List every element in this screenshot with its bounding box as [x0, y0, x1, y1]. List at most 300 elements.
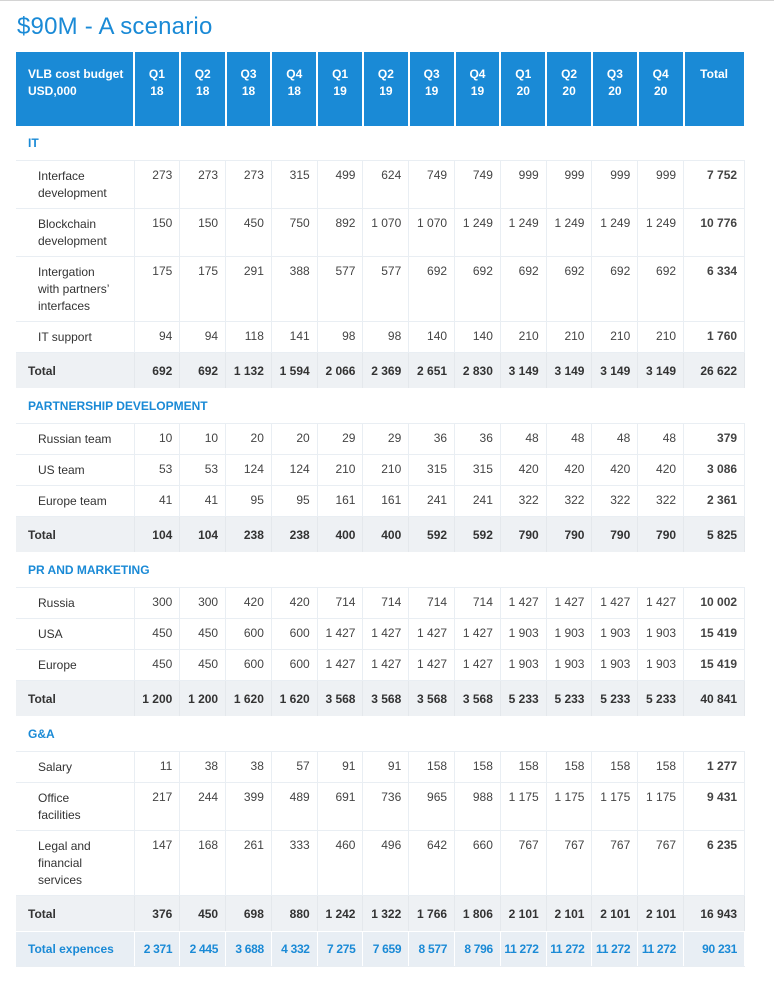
- section-total-value: 3 149: [500, 353, 546, 389]
- row-label: [16, 322, 134, 353]
- section-total-value: 2 101: [592, 896, 638, 932]
- section-total-value: 2 369: [363, 353, 409, 389]
- section-total-label: Total: [16, 896, 134, 932]
- value-cell: 624: [363, 161, 409, 209]
- row-label-line: with partners’: [38, 282, 110, 296]
- row-label: [16, 831, 134, 896]
- section-total-value: 2 101: [638, 896, 684, 932]
- section-total-value: 400: [317, 517, 363, 553]
- header-label-title: VLB cost budget: [28, 67, 124, 81]
- section-total-value: 5 233: [592, 681, 638, 717]
- row-label-line: Europe: [38, 658, 77, 672]
- row-label-line: Interface: [38, 169, 85, 183]
- header-quarter-cell: [455, 52, 501, 126]
- section-total-value: 3 149: [592, 353, 638, 389]
- section-total-value: 692: [180, 353, 226, 389]
- section-total-value: 5 233: [500, 681, 546, 717]
- value-cell: 20: [226, 424, 272, 455]
- row-label-line: IT support: [38, 330, 92, 344]
- value-cell: 600: [226, 650, 272, 681]
- grand-total-value: 2 445: [180, 932, 226, 967]
- row-label-line: development: [38, 234, 107, 248]
- value-cell: 273: [226, 161, 272, 209]
- value-cell: 496: [363, 831, 409, 896]
- value-cell: 692: [409, 257, 455, 322]
- row-total-cell: 15 419: [684, 650, 745, 681]
- value-cell: 692: [592, 257, 638, 322]
- value-cell: 161: [317, 486, 363, 517]
- row-label-line: Russia: [38, 596, 75, 610]
- header-quarter: Q4: [286, 67, 303, 81]
- value-cell: 175: [180, 257, 226, 322]
- row-label: [16, 257, 134, 322]
- value-cell: 736: [363, 783, 409, 831]
- section-total-value: 1 620: [226, 681, 272, 717]
- header-year: 20: [608, 84, 622, 98]
- section-total-label: Total: [16, 681, 134, 717]
- value-cell: 315: [409, 455, 455, 486]
- value-cell: 399: [226, 783, 272, 831]
- section-total-value: 880: [271, 896, 317, 932]
- value-cell: 98: [363, 322, 409, 353]
- value-cell: 420: [226, 588, 272, 619]
- section-title: G&A: [16, 717, 745, 752]
- value-cell: 660: [455, 831, 501, 896]
- value-cell: 273: [180, 161, 226, 209]
- grand-total-value: 11 272: [638, 932, 684, 967]
- row-label: [16, 424, 134, 455]
- section-total-sum: 40 841: [684, 681, 745, 717]
- row-total-cell: 1 277: [684, 752, 745, 783]
- value-cell: 217: [134, 783, 180, 831]
- row-total-cell: 9 431: [684, 783, 745, 831]
- section-header-row: [16, 126, 745, 161]
- value-cell: 600: [271, 619, 317, 650]
- header-quarter: Q4: [469, 67, 486, 81]
- header-quarter-cell: [317, 52, 363, 126]
- section-total-value: 2 101: [500, 896, 546, 932]
- value-cell: 1 175: [592, 783, 638, 831]
- value-cell: 999: [546, 161, 592, 209]
- value-cell: 1 427: [363, 650, 409, 681]
- row-label-line: Intergation: [38, 265, 95, 279]
- section-total-value: 3 568: [317, 681, 363, 717]
- value-cell: 1 427: [546, 588, 592, 619]
- row-label: [16, 752, 134, 783]
- section-total-value: 698: [226, 896, 272, 932]
- value-cell: 1 903: [638, 619, 684, 650]
- value-cell: 210: [317, 455, 363, 486]
- section-total-value: 1 132: [226, 353, 272, 389]
- value-cell: 38: [226, 752, 272, 783]
- row-label: [16, 455, 134, 486]
- row-total-cell: 1 760: [684, 322, 745, 353]
- value-cell: 420: [592, 455, 638, 486]
- row-label-line: US team: [38, 463, 85, 477]
- value-cell: 94: [180, 322, 226, 353]
- header-quarter-cell: [638, 52, 684, 126]
- value-cell: 1 249: [638, 209, 684, 257]
- value-cell: 999: [638, 161, 684, 209]
- section-total-value: 376: [134, 896, 180, 932]
- table-row: [16, 424, 745, 455]
- value-cell: 315: [455, 455, 501, 486]
- value-cell: 261: [226, 831, 272, 896]
- value-cell: 420: [500, 455, 546, 486]
- section-total-sum: 5 825: [684, 517, 745, 553]
- row-total-cell: 3 086: [684, 455, 745, 486]
- header-quarter-cell: [226, 52, 272, 126]
- section-total-value: 790: [546, 517, 592, 553]
- value-cell: 168: [180, 831, 226, 896]
- section-title: PARTNERSHIP DEVELOPMENT: [16, 389, 745, 424]
- row-total-cell: 7 752: [684, 161, 745, 209]
- table-row: [16, 486, 745, 517]
- value-cell: 118: [226, 322, 272, 353]
- table-body: [16, 126, 745, 967]
- value-cell: 333: [271, 831, 317, 896]
- section-total-value: 1 620: [271, 681, 317, 717]
- header-year: 18: [150, 84, 164, 98]
- table-row: [16, 783, 745, 831]
- value-cell: 291: [226, 257, 272, 322]
- section-total-value: 592: [455, 517, 501, 553]
- value-cell: 300: [134, 588, 180, 619]
- value-cell: 150: [134, 209, 180, 257]
- value-cell: 158: [638, 752, 684, 783]
- value-cell: 450: [180, 619, 226, 650]
- value-cell: 147: [134, 831, 180, 896]
- value-cell: 692: [455, 257, 501, 322]
- value-cell: 36: [455, 424, 501, 455]
- value-cell: 750: [271, 209, 317, 257]
- grand-total-value: 11 272: [500, 932, 546, 967]
- value-cell: 767: [638, 831, 684, 896]
- value-cell: 158: [455, 752, 501, 783]
- section-total-value: 1 322: [363, 896, 409, 932]
- row-label-line: Legal and: [38, 839, 91, 853]
- value-cell: 767: [592, 831, 638, 896]
- value-cell: 1 070: [363, 209, 409, 257]
- header-quarter-cell: [134, 52, 180, 126]
- section-header-row: [16, 717, 745, 752]
- value-cell: 140: [409, 322, 455, 353]
- value-cell: 322: [546, 486, 592, 517]
- value-cell: 1 427: [317, 619, 363, 650]
- section-total-value: 592: [409, 517, 455, 553]
- value-cell: 11: [134, 752, 180, 783]
- value-cell: 1 427: [317, 650, 363, 681]
- section-total-row: [16, 681, 745, 717]
- section-header-row: [16, 389, 745, 424]
- value-cell: 91: [363, 752, 409, 783]
- grand-total-value: 2 371: [134, 932, 180, 967]
- row-label: [16, 161, 134, 209]
- value-cell: 94: [134, 322, 180, 353]
- value-cell: 1 903: [592, 619, 638, 650]
- header-quarter-cell: [409, 52, 455, 126]
- value-cell: 1 903: [546, 650, 592, 681]
- header-quarter-cell: [500, 52, 546, 126]
- value-cell: 988: [455, 783, 501, 831]
- value-cell: 420: [638, 455, 684, 486]
- page-title: $90M - A scenario: [17, 13, 213, 40]
- grand-total-value: 3 688: [226, 932, 272, 967]
- row-total-cell: 10 002: [684, 588, 745, 619]
- value-cell: 1 427: [409, 650, 455, 681]
- header-year: 18: [196, 84, 210, 98]
- value-cell: 29: [317, 424, 363, 455]
- value-cell: 210: [546, 322, 592, 353]
- row-label: [16, 588, 134, 619]
- row-total-cell: 2 361: [684, 486, 745, 517]
- value-cell: 600: [271, 650, 317, 681]
- section-total-sum: 16 943: [684, 896, 745, 932]
- value-cell: 1 175: [546, 783, 592, 831]
- value-cell: 29: [363, 424, 409, 455]
- value-cell: 161: [363, 486, 409, 517]
- header-year: 19: [425, 84, 439, 98]
- grand-total-label: Total expences: [16, 932, 134, 967]
- section-header-row: [16, 553, 745, 588]
- header-year: 18: [241, 84, 256, 98]
- grand-total-value: 7 659: [363, 932, 409, 967]
- value-cell: 48: [500, 424, 546, 455]
- row-total-cell: 6 334: [684, 257, 745, 322]
- row-label-line: USA: [38, 627, 63, 641]
- table-row: [16, 322, 745, 353]
- section-total-value: 238: [271, 517, 317, 553]
- section-total-value: 450: [180, 896, 226, 932]
- row-total-cell: 6 235: [684, 831, 745, 896]
- row-label-line: facilities: [38, 808, 81, 822]
- section-total-value: 2 066: [317, 353, 363, 389]
- value-cell: 48: [546, 424, 592, 455]
- value-cell: 210: [638, 322, 684, 353]
- value-cell: 892: [317, 209, 363, 257]
- table-row: [16, 588, 745, 619]
- value-cell: 642: [409, 831, 455, 896]
- header-total: Total: [684, 52, 745, 126]
- header-quarter-cell: [546, 52, 592, 126]
- value-cell: 1 903: [500, 650, 546, 681]
- value-cell: 600: [226, 619, 272, 650]
- value-cell: 38: [180, 752, 226, 783]
- header-year: 20: [562, 84, 576, 98]
- value-cell: 692: [546, 257, 592, 322]
- row-label: [16, 619, 134, 650]
- section-total-value: 238: [226, 517, 272, 553]
- table-row: [16, 831, 745, 896]
- value-cell: 692: [500, 257, 546, 322]
- table-row: [16, 619, 745, 650]
- section-total-value: 400: [363, 517, 409, 553]
- row-label-line: Russian team: [38, 432, 112, 446]
- header-quarter-cell: [592, 52, 638, 126]
- header-quarter-cell: [180, 52, 226, 126]
- row-total-cell: 10 776: [684, 209, 745, 257]
- value-cell: 300: [180, 588, 226, 619]
- row-label: [16, 209, 134, 257]
- value-cell: 388: [271, 257, 317, 322]
- section-title: PR AND MARKETING: [16, 553, 745, 588]
- row-label: [16, 650, 134, 681]
- section-title: IT: [16, 126, 745, 161]
- section-total-value: 3 568: [455, 681, 501, 717]
- value-cell: 20: [271, 424, 317, 455]
- row-label-line: interfaces: [38, 299, 91, 313]
- section-total-value: 5 233: [638, 681, 684, 717]
- header-quarter: Q3: [240, 67, 257, 81]
- row-total-cell: 15 419: [684, 619, 745, 650]
- section-total-value: 2 830: [455, 353, 501, 389]
- value-cell: 965: [409, 783, 455, 831]
- section-total-label: Total: [16, 353, 134, 389]
- header-quarter: Q3: [606, 67, 623, 81]
- section-total-value: 1 200: [134, 681, 180, 717]
- value-cell: 36: [409, 424, 455, 455]
- value-cell: 241: [409, 486, 455, 517]
- value-cell: 322: [638, 486, 684, 517]
- value-cell: 95: [226, 486, 272, 517]
- value-cell: 210: [592, 322, 638, 353]
- value-cell: 714: [409, 588, 455, 619]
- header-year: 19: [379, 84, 393, 98]
- value-cell: 1 175: [638, 783, 684, 831]
- value-cell: 1 249: [500, 209, 546, 257]
- value-cell: 489: [271, 783, 317, 831]
- section-total-value: 104: [134, 517, 180, 553]
- grand-total-value: 11 272: [546, 932, 592, 967]
- value-cell: 244: [180, 783, 226, 831]
- value-cell: 315: [271, 161, 317, 209]
- table-header-row: [16, 52, 745, 126]
- value-cell: 577: [317, 257, 363, 322]
- value-cell: 48: [638, 424, 684, 455]
- header-year: 20: [516, 84, 530, 98]
- value-cell: 41: [134, 486, 180, 517]
- section-total-value: 1 594: [271, 353, 317, 389]
- header-year: 19: [333, 84, 347, 98]
- section-total-row: [16, 517, 745, 553]
- value-cell: 450: [226, 209, 272, 257]
- value-cell: 158: [409, 752, 455, 783]
- top-divider: [0, 0, 774, 1]
- value-cell: 692: [638, 257, 684, 322]
- value-cell: 749: [455, 161, 501, 209]
- value-cell: 450: [134, 619, 180, 650]
- table-row: [16, 650, 745, 681]
- header-quarter: Q3: [423, 67, 440, 81]
- value-cell: 999: [500, 161, 546, 209]
- header-label-units: USD,000: [28, 84, 77, 98]
- value-cell: 322: [500, 486, 546, 517]
- budget-table: [16, 52, 746, 967]
- value-cell: 150: [180, 209, 226, 257]
- header-quarter: Q4: [652, 67, 669, 81]
- value-cell: 1 903: [592, 650, 638, 681]
- value-cell: 450: [180, 650, 226, 681]
- value-cell: 175: [134, 257, 180, 322]
- row-total-cell: 379: [684, 424, 745, 455]
- header-quarter: Q2: [377, 67, 394, 81]
- value-cell: 124: [226, 455, 272, 486]
- header-quarter: Q2: [561, 67, 578, 81]
- value-cell: 420: [271, 588, 317, 619]
- section-total-value: 790: [638, 517, 684, 553]
- row-label-line: Blockchain: [38, 217, 97, 231]
- value-cell: 1 903: [500, 619, 546, 650]
- row-label-line: Office: [38, 791, 70, 805]
- value-cell: 1 427: [638, 588, 684, 619]
- value-cell: 767: [500, 831, 546, 896]
- value-cell: 158: [500, 752, 546, 783]
- row-label-line: financial: [38, 856, 83, 870]
- header-year: 20: [653, 84, 668, 98]
- value-cell: 158: [546, 752, 592, 783]
- table-row: [16, 161, 745, 209]
- header-quarter: Q1: [332, 67, 349, 81]
- section-total-row: [16, 896, 745, 932]
- value-cell: 1 249: [546, 209, 592, 257]
- section-total-value: 2 651: [409, 353, 455, 389]
- header-quarter: Q1: [515, 67, 532, 81]
- section-total-sum: 26 622: [684, 353, 745, 389]
- value-cell: 460: [317, 831, 363, 896]
- value-cell: 999: [592, 161, 638, 209]
- header-quarter-cell: [271, 52, 317, 126]
- value-cell: 1 249: [455, 209, 501, 257]
- value-cell: 1 427: [455, 650, 501, 681]
- row-label-line: Europe team: [38, 494, 107, 508]
- value-cell: 1 903: [638, 650, 684, 681]
- section-total-value: 104: [180, 517, 226, 553]
- row-label: [16, 783, 134, 831]
- header-year: 19: [470, 84, 485, 98]
- value-cell: 95: [271, 486, 317, 517]
- value-cell: 273: [134, 161, 180, 209]
- value-cell: 499: [317, 161, 363, 209]
- row-label-line: development: [38, 186, 107, 200]
- value-cell: 98: [317, 322, 363, 353]
- value-cell: 322: [592, 486, 638, 517]
- value-cell: 241: [455, 486, 501, 517]
- value-cell: 10: [134, 424, 180, 455]
- value-cell: 91: [317, 752, 363, 783]
- section-total-value: 790: [592, 517, 638, 553]
- value-cell: 53: [134, 455, 180, 486]
- value-cell: 53: [180, 455, 226, 486]
- section-total-value: 3 568: [363, 681, 409, 717]
- header-year: 18: [287, 84, 301, 98]
- value-cell: 210: [363, 455, 409, 486]
- value-cell: 714: [455, 588, 501, 619]
- value-cell: 57: [271, 752, 317, 783]
- value-cell: 450: [134, 650, 180, 681]
- table-row: [16, 257, 745, 322]
- header-quarter: Q2: [194, 67, 211, 81]
- grand-total-value: 8 796: [455, 932, 501, 967]
- section-total-value: 2 101: [546, 896, 592, 932]
- grand-total-value: 4 332: [271, 932, 317, 967]
- value-cell: 41: [180, 486, 226, 517]
- grand-total-value: 11 272: [592, 932, 638, 967]
- section-total-value: 3 568: [409, 681, 455, 717]
- section-total-value: 692: [134, 353, 180, 389]
- section-total-value: 790: [500, 517, 546, 553]
- row-label-line: services: [38, 873, 83, 887]
- value-cell: 48: [592, 424, 638, 455]
